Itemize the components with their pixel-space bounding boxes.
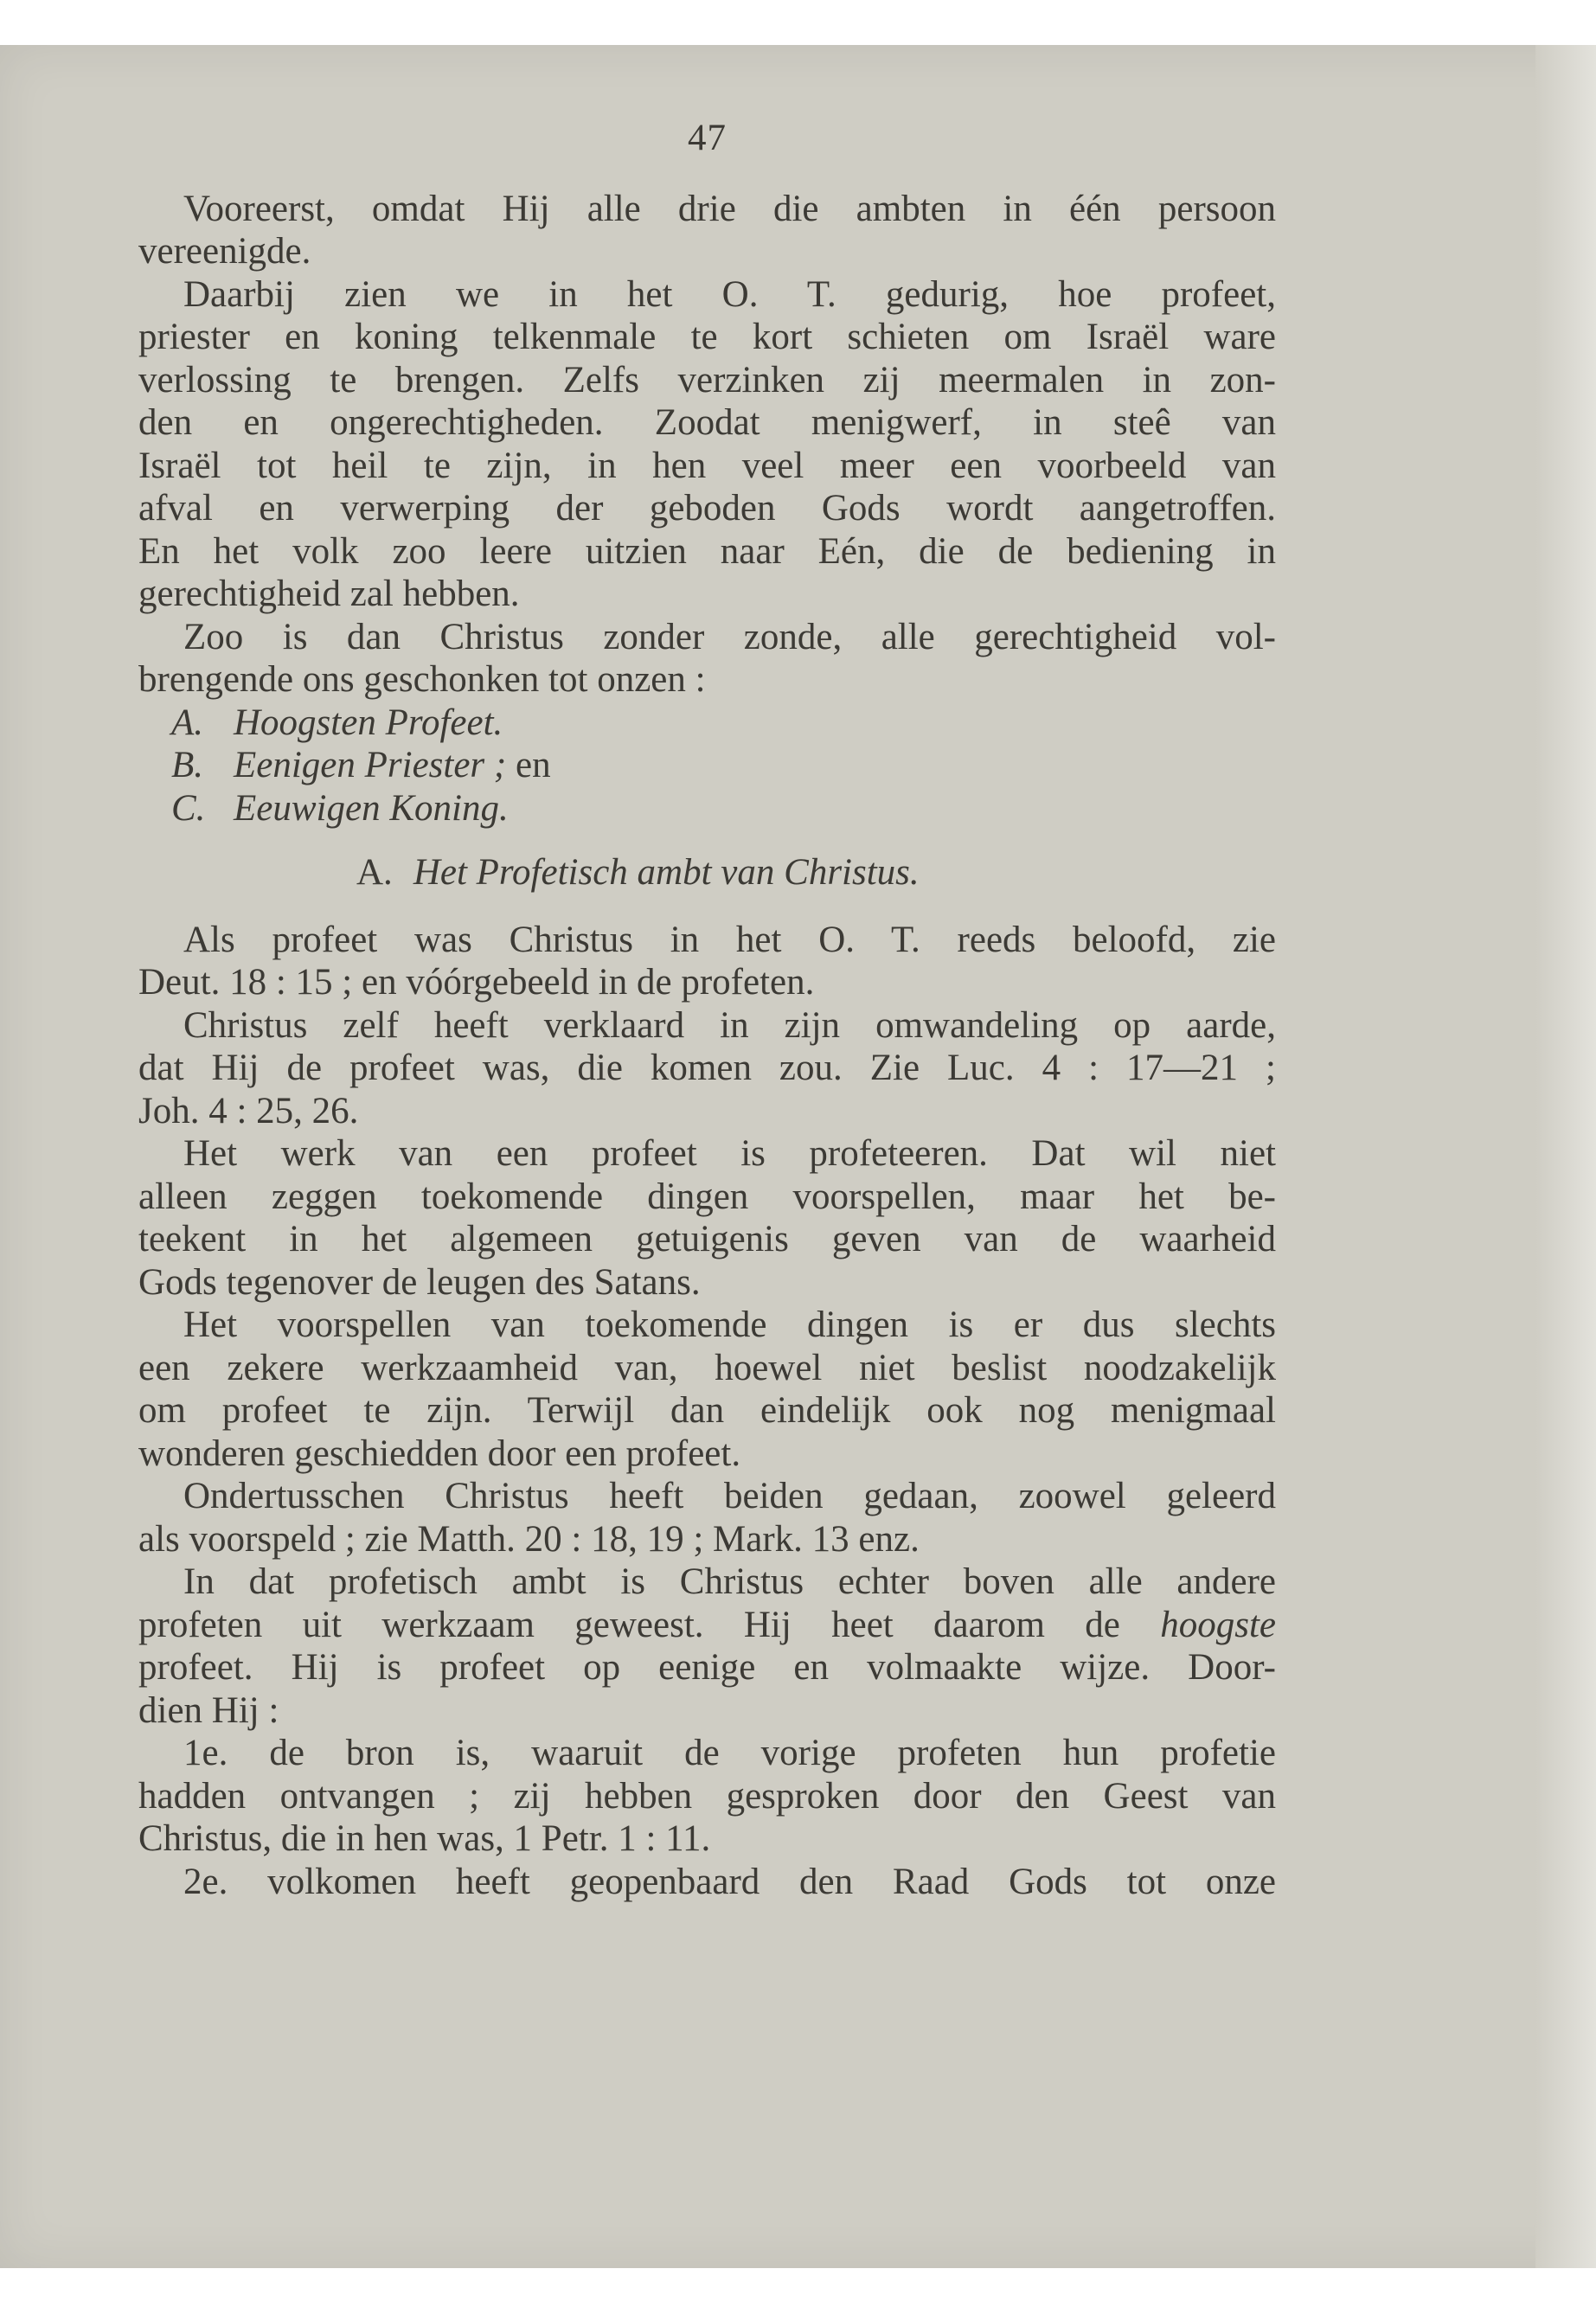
section-heading — [138, 851, 1276, 894]
text-line: brengende ons geschonken tot onzen : — [138, 659, 706, 700]
list-item-text: Eenigen Priester ; — [234, 745, 507, 785]
text-line: Daarbij zien we in het O. T. gedurig, hoe profeet, — [183, 273, 1276, 315]
text-line: dat Hij de profeet was, die komen zou. Zie Luc. 4 : 17—21 ; — [138, 1048, 1276, 1088]
page-edge-shadow — [1535, 45, 1596, 2268]
text-line: priester en koning telkenmale te kort schieten om Israël ware — [138, 317, 1276, 357]
text-line: profeet. Hij is profeet op eenige en volmaakte wijze. Door- — [138, 1647, 1276, 1688]
text-line: Israël tot heil te zijn, in hen veel meer een voorbeeld van — [138, 445, 1276, 486]
text-line: In dat profetisch ambt is Christus echter boven alle andere — [183, 1561, 1276, 1602]
text-line: wonderen geschiedden door een profeet. — [138, 1433, 741, 1474]
text-line: Het voorspellen van toekomende dingen is er dus slechts — [183, 1304, 1276, 1345]
text-line: Vooreerst, omdat Hij alle drie die ambten in één persoon — [183, 188, 1276, 229]
text-line: dien Hij : — [138, 1689, 279, 1731]
text-line: den en ongerechtigheden. Zoodat menigwerf, in steê van — [138, 402, 1276, 443]
list-item — [138, 744, 1276, 787]
page-number: 47 — [688, 118, 727, 158]
list-item-letter: C. — [171, 787, 206, 829]
list-item-suffix: en — [506, 745, 551, 785]
section-heading-title: Het Profetisch ambt van Christus. — [413, 852, 920, 893]
office-list — [138, 702, 1276, 830]
section-heading-prefix: A. — [356, 852, 393, 893]
list-item-letter: B. — [171, 745, 204, 785]
text-line: afval en verwerping der geboden Gods wordt aangetroffen. — [138, 488, 1276, 529]
text-line: Als profeet was Christus in het O. T. reeds beloofd, zie — [183, 919, 1276, 960]
text-line: 1e. de bron is, waaruit de vorige profeten hun profetie — [183, 1733, 1276, 1773]
text-line: Deut. 18 : 15 ; en vóórgebeeld in de profeten. — [138, 962, 815, 1003]
text-line: verlossing te brengen. Zelfs verzinken zij meermalen in zon- — [138, 359, 1276, 401]
italic-word: hoogste — [1160, 1604, 1276, 1645]
text-line: Joh. 4 : 25, 26. — [138, 1090, 359, 1131]
list-item — [138, 787, 1276, 830]
text-line: vereenigde. — [138, 231, 311, 272]
text-line: 2e. volkomen heeft geopenbaard den Raad Gods tot onze — [183, 1861, 1276, 1902]
text-line: om profeet te zijn. Terwijl dan eindelijk ook nog menigmaal — [138, 1390, 1276, 1431]
paragraph-group-1 — [138, 188, 1276, 702]
text-line: hadden ontvangen ; zij hebben gesproken door den Geest van — [138, 1775, 1276, 1817]
text-line: Christus zelf heeft verklaard in zijn omwandeling op aarde, — [183, 1004, 1276, 1046]
list-item-text: Eeuwigen Koning. — [234, 787, 509, 829]
text-line: Het werk van een profeet is profeteeren. Dat wil niet — [183, 1133, 1276, 1174]
text-line: een zekere werkzaamheid van, hoewel niet beslist noodzakelijk — [138, 1347, 1276, 1388]
text-line: Zoo is dan Christus zonder zonde, alle gerechtigheid vol- — [183, 616, 1276, 657]
page-text-block — [138, 117, 1276, 1903]
text-line: Gods tegenover de leugen des Satans. — [138, 1261, 701, 1303]
text-line: teekent in het algemeen getuigenis geven van de waarheid — [138, 1219, 1276, 1259]
text-line: alleen zeggen toekomende dingen voorspellen, maar het be- — [138, 1176, 1276, 1217]
text-line: gerechtigheid zal hebben. — [138, 574, 520, 614]
list-item-letter: A. — [171, 702, 204, 743]
list-item-text: Hoogsten Profeet. — [234, 702, 503, 743]
list-item — [138, 702, 1276, 745]
text-line: profeten uit werkzaam geweest. Hij heet daarom de hoogste — [138, 1604, 1276, 1645]
text-line: Ondertusschen Christus heeft beiden gedaan, zoowel geleerd — [183, 1476, 1276, 1516]
text-line: En het volk zoo leere uitzien naar Eén, die de bediening in — [138, 530, 1276, 572]
text-line: als voorspeld ; zie Matth. 20 : 18, 19 ; Mark. 13 enz. — [138, 1518, 920, 1560]
text-line: Christus, die in hen was, 1 Petr. 1 : 11. — [138, 1818, 711, 1859]
paragraph-group-2 — [138, 919, 1276, 1904]
